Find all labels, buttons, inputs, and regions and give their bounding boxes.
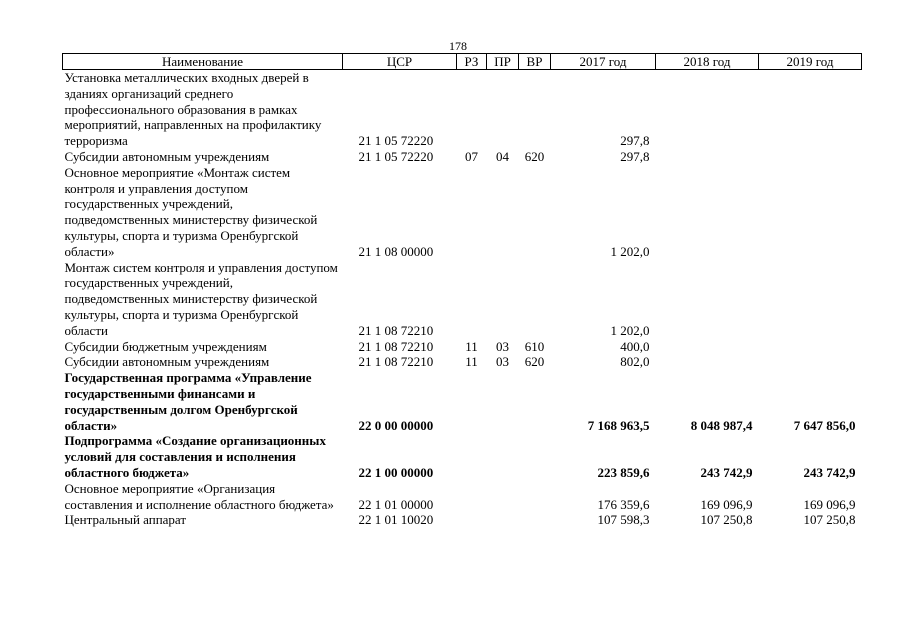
cell-pr bbox=[487, 512, 519, 528]
cell-rz bbox=[457, 512, 487, 528]
header-2019: 2019 год bbox=[759, 54, 862, 70]
cell-csr: 21 1 05 72220 bbox=[358, 148, 434, 164]
cell-vr: 610 bbox=[524, 338, 545, 354]
cell-name: Субсидии автономным учреждениям bbox=[64, 354, 270, 370]
table-row bbox=[63, 339, 862, 355]
cell-2017: 297,8 bbox=[620, 133, 650, 149]
cell-2017: 7 168 963,5 bbox=[587, 417, 650, 433]
cell-csr: 21 1 05 72220 bbox=[358, 133, 434, 149]
cell-pr bbox=[487, 70, 519, 149]
cell-2019 bbox=[759, 149, 862, 165]
cell-rz: 11 bbox=[465, 354, 478, 370]
table-row bbox=[63, 370, 862, 433]
cell-2018 bbox=[656, 354, 759, 370]
cell-2017: 400,0 bbox=[620, 338, 650, 354]
table-header bbox=[63, 54, 862, 70]
cell-2018: 8 048 987,4 bbox=[690, 417, 753, 433]
cell-2017: 1 202,0 bbox=[610, 243, 650, 259]
cell-2019 bbox=[759, 260, 862, 339]
cell-csr: 22 0 00 00000 bbox=[358, 417, 434, 433]
cell-name: Основное мероприятие «Монтаж систем контроля и управления доступом государственных учреждений, подведомственных министерству физической культуры, спорта и туризма Оренбургской области» bbox=[64, 164, 318, 259]
table-row bbox=[63, 481, 862, 513]
cell-2018 bbox=[656, 339, 759, 355]
cell-rz: 07 bbox=[465, 148, 478, 164]
cell-name: Монтаж систем контроля и управления доступом государственных учреждений, подведомственных министерству физической культуры, спорта и туризма Оренбургской области bbox=[64, 259, 338, 338]
cell-2019 bbox=[759, 70, 862, 149]
cell-2017: 802,0 bbox=[620, 354, 650, 370]
header-2017: 2017 год bbox=[551, 54, 656, 70]
cell-csr: 22 1 01 00000 bbox=[358, 496, 434, 512]
cell-2018 bbox=[656, 165, 759, 260]
cell-vr bbox=[519, 260, 551, 339]
header-pr: ПР bbox=[487, 54, 519, 70]
cell-vr bbox=[519, 70, 551, 149]
cell-2017: 1 202,0 bbox=[610, 322, 650, 338]
cell-name: Основное мероприятие «Организация составления и исполнение областного бюджета» bbox=[64, 480, 334, 512]
cell-name: Субсидии автономным учреждениям bbox=[64, 148, 270, 164]
cell-name: Центральный аппарат bbox=[64, 512, 187, 528]
cell-pr bbox=[487, 165, 519, 260]
cell-rz bbox=[457, 165, 487, 260]
page-number: 178 bbox=[449, 39, 467, 53]
cell-pr: 03 bbox=[496, 354, 509, 370]
header-csr: ЦСР bbox=[343, 54, 457, 70]
cell-csr: 22 1 00 00000 bbox=[358, 464, 434, 480]
cell-vr bbox=[519, 370, 551, 433]
cell-2018 bbox=[656, 260, 759, 339]
cell-rz bbox=[457, 70, 487, 149]
cell-vr bbox=[519, 481, 551, 513]
cell-2017: 223 859,6 bbox=[597, 464, 650, 480]
cell-pr: 03 bbox=[496, 338, 509, 354]
cell-pr: 04 bbox=[496, 148, 509, 164]
cell-pr bbox=[487, 433, 519, 480]
cell-rz bbox=[457, 370, 487, 433]
header-vr: ВР bbox=[519, 54, 551, 70]
cell-pr bbox=[487, 481, 519, 513]
table-row bbox=[63, 70, 862, 149]
cell-vr bbox=[519, 512, 551, 528]
cell-2019 bbox=[759, 354, 862, 370]
cell-rz bbox=[457, 433, 487, 480]
cell-2018 bbox=[656, 149, 759, 165]
cell-name: Установка металлических входных дверей в зданиях организаций среднего профессионального образования в рамках мероприятий, направленных на профилактику терроризма bbox=[64, 70, 322, 149]
cell-vr bbox=[519, 433, 551, 480]
cell-2017: 176 359,6 bbox=[597, 496, 650, 512]
table-row bbox=[63, 512, 862, 528]
cell-2019 bbox=[759, 165, 862, 260]
cell-csr: 21 1 08 72210 bbox=[358, 354, 434, 370]
cell-vr: 620 bbox=[524, 148, 545, 164]
header-rz: РЗ bbox=[457, 54, 487, 70]
table-row bbox=[63, 165, 862, 260]
cell-2019: 243 742,9 bbox=[803, 464, 856, 480]
header-2018: 2018 год bbox=[656, 54, 759, 70]
table-row bbox=[63, 354, 862, 370]
table-row bbox=[63, 149, 862, 165]
header-name: Наименование bbox=[63, 54, 343, 70]
cell-2019 bbox=[759, 339, 862, 355]
table-row bbox=[63, 433, 862, 480]
budget-table bbox=[62, 53, 862, 528]
cell-vr: 620 bbox=[524, 354, 545, 370]
cell-2018: 243 742,9 bbox=[700, 464, 753, 480]
cell-csr: 22 1 01 10020 bbox=[358, 512, 434, 528]
cell-csr: 21 1 08 72210 bbox=[358, 322, 434, 338]
cell-vr bbox=[519, 165, 551, 260]
cell-csr: 21 1 08 00000 bbox=[358, 243, 434, 259]
cell-name: Подпрограмма «Создание организационных условий для составления и исполнения областного бюджета» bbox=[64, 433, 326, 480]
cell-pr bbox=[487, 370, 519, 433]
cell-name: Государственная программа «Управление государственными финансами и государственным долгом Оренбургской области» bbox=[64, 370, 312, 433]
cell-2018: 107 250,8 bbox=[700, 512, 753, 528]
cell-csr: 21 1 08 72210 bbox=[358, 338, 434, 354]
cell-name: Субсидии бюджетным учреждениям bbox=[64, 338, 267, 354]
cell-2019: 107 250,8 bbox=[803, 512, 856, 528]
cell-2017: 107 598,3 bbox=[597, 512, 650, 528]
cell-pr bbox=[487, 260, 519, 339]
cell-rz: 11 bbox=[465, 338, 478, 354]
cell-2019: 7 647 856,0 bbox=[793, 417, 856, 433]
cell-2017: 297,8 bbox=[620, 148, 650, 164]
cell-2018: 169 096,9 bbox=[700, 496, 753, 512]
cell-2018 bbox=[656, 70, 759, 149]
table-body bbox=[63, 70, 862, 529]
table-row bbox=[63, 260, 862, 339]
cell-2019: 169 096,9 bbox=[803, 496, 856, 512]
cell-rz bbox=[457, 260, 487, 339]
cell-rz bbox=[457, 481, 487, 513]
